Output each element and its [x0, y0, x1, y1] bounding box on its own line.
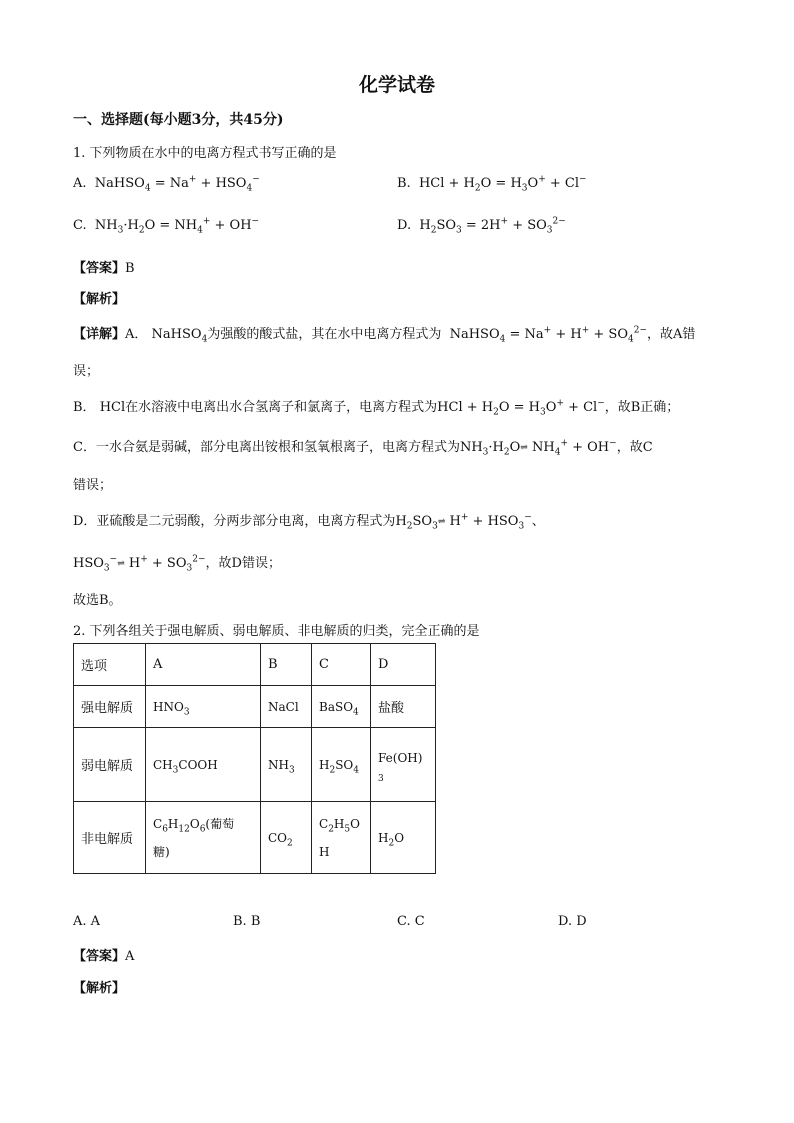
table-cell: BaSO$_4$	[312, 686, 371, 728]
q2-analysis-label: 【解析】	[73, 981, 126, 996]
cell-text: H	[378, 830, 389, 845]
section-header: 一、选择题(每小题3分，共45分)	[73, 112, 284, 128]
answer-label: 【答案】	[73, 949, 126, 964]
table-cell: 盐酸	[371, 686, 436, 728]
cell-text: NH	[268, 757, 289, 772]
cell-text: HNO	[153, 699, 184, 714]
q1-option-a[interactable]: A. NaHSO$_4$ = $Na^+ + HSO_4^-$	[73, 174, 260, 194]
detail-d-text: D．亚硫酸是二元弱酸，分两步部分电离，电离方程式为	[73, 514, 396, 529]
table-header-cell: C	[312, 644, 371, 686]
table-header-cell: A	[146, 644, 261, 686]
cell-text: H	[319, 844, 330, 859]
page-title: 化学试卷	[358, 74, 435, 96]
table-cell: $CO_2$	[261, 802, 312, 874]
table-cell: $HNO_3$	[146, 686, 261, 728]
q1-detail-a-cont: 误；	[73, 364, 100, 379]
question-2-stem: 2. 下列各组关于强电解质、弱电解质、非电解质的归类，完全正确的是	[73, 624, 480, 639]
table-cell: $H_2O$	[371, 802, 436, 874]
option-label: D.	[397, 218, 412, 233]
table-cell: $H_2SO_4$	[312, 728, 371, 802]
equilibrium-arrow-icon: ⇌	[437, 516, 446, 527]
q1-detail-c-cont: 错误；	[73, 478, 113, 493]
equilibrium-arrow-icon: ⇌	[117, 558, 125, 569]
q1-answer	[73, 257, 135, 276]
table-cell	[371, 728, 436, 802]
q2-choice-a[interactable]: A. A	[73, 914, 101, 929]
classification-table	[73, 643, 436, 874]
table-cell: $C_6H_{12}O_6$(葡萄 糖)	[146, 802, 261, 874]
detail-b-text: HCl在水溶液中电离出水合氢离子和氯离子，电离方程式为	[99, 400, 438, 415]
q1-analysis-label: 【解析】	[73, 292, 126, 307]
option-label: A.	[73, 176, 87, 191]
q1-detail-a: 【详解】A． NaHSO$_4$为强酸的酸式盐，其在水中电离方程式为 NaHSO$_4$ = $Na^+ + H^+ + SO_4^{2-}$，故A错	[73, 325, 696, 345]
table-header-cell: B	[261, 644, 312, 686]
table-cell: $NH_3$	[261, 728, 312, 802]
q1-detail-d-cont: $HSO_3^-$ ⇌ $H^+ + SO_3^{2-}$，故D错误；	[73, 554, 281, 574]
q1-option-d[interactable]: D. $H_2SO_3 = 2H^+ + SO_3^{2-}$	[397, 216, 566, 236]
detail-d-sep: 、	[531, 514, 545, 529]
cell-text: C	[319, 816, 329, 831]
answer-value: B	[125, 261, 135, 276]
q1-conclusion: 故选B。	[73, 593, 122, 608]
q2-choice-d[interactable]: D. D	[558, 914, 587, 929]
option-label: C.	[73, 218, 87, 233]
cell-text: CH	[153, 757, 173, 772]
option-label: B.	[397, 176, 411, 191]
q2-choice-c[interactable]: C. C	[397, 914, 425, 929]
table-header-cell: 选项	[74, 644, 146, 686]
cell-text: 糖)	[153, 844, 170, 859]
answer-label: 【答案】	[73, 261, 126, 276]
table-cell: NaCl	[261, 686, 312, 728]
detail-b-suffix: ，故B正确；	[604, 400, 680, 415]
detail-c-suffix: ，故C	[616, 440, 653, 455]
equilibrium-arrow-icon: ⇌	[520, 442, 528, 453]
q2-choice-b[interactable]: B. B	[233, 914, 261, 929]
row-label: 弱电解质	[74, 728, 146, 802]
answer-value: A	[125, 949, 135, 964]
q2-answer	[73, 945, 134, 964]
detail-c-text: C．一水合氨是弱碱，部分电离出铵根和氢氧根离子，电离方程式为	[73, 440, 460, 455]
table-row	[74, 644, 436, 686]
cell-text: (葡萄	[205, 816, 235, 831]
detail-label: 【详解】	[73, 327, 126, 342]
cell-text: Fe(OH)	[378, 750, 423, 765]
q1-option-b[interactable]: B. HCl + $H_2O = H_3O^+ + Cl^-$	[397, 174, 587, 194]
table-row	[74, 686, 436, 728]
cell-text: BaSO	[319, 699, 354, 714]
cell-text: CO	[268, 830, 288, 845]
q1-detail-c: C．一水合氨是弱碱，部分电离出铵根和氢氧根离子，电离方程式为$NH_3\cdot H_2O$ ⇌ $NH_4^+ + OH^-$，故C	[73, 438, 653, 458]
detail-a-suffix: ，故A错	[647, 327, 696, 342]
row-label: 强电解质	[74, 686, 146, 728]
detail-d-suffix: ，故D错误；	[205, 556, 281, 571]
table-row	[74, 728, 436, 802]
q1-option-c[interactable]: C. $NH_3\cdot H_2O = NH_4^+ + OH^-$	[73, 216, 260, 236]
table-row	[74, 802, 436, 874]
q1-detail-d: D．亚硫酸是二元弱酸，分两步部分电离，电离方程式为$H_2SO_3$ ⇌ $H^+ + HSO_3^-$、	[73, 512, 545, 532]
cell-text: H	[319, 757, 330, 772]
detail-a-prefix: A．	[125, 327, 148, 342]
detail-b-prefix: B．	[73, 400, 96, 415]
table-header-cell: D	[371, 644, 436, 686]
row-label: 非电解质	[74, 802, 146, 874]
table-cell: $C_2H_5O$ H	[312, 802, 371, 874]
detail-a-text: 为强酸的酸式盐，其在水中电离方程式为	[207, 327, 442, 342]
cell-text: 3	[378, 773, 384, 784]
q1-detail-b: B． HCl在水溶液中电离出水合氢离子和氯离子，电离方程式为HCl + $H_2O = H_3O^+ + Cl^-$，故B正确；	[73, 398, 680, 418]
question-1-stem: 1. 下列物质在水中的电离方程式书写正确的是	[73, 146, 337, 161]
table-cell: $CH_3COOH$	[146, 728, 261, 802]
